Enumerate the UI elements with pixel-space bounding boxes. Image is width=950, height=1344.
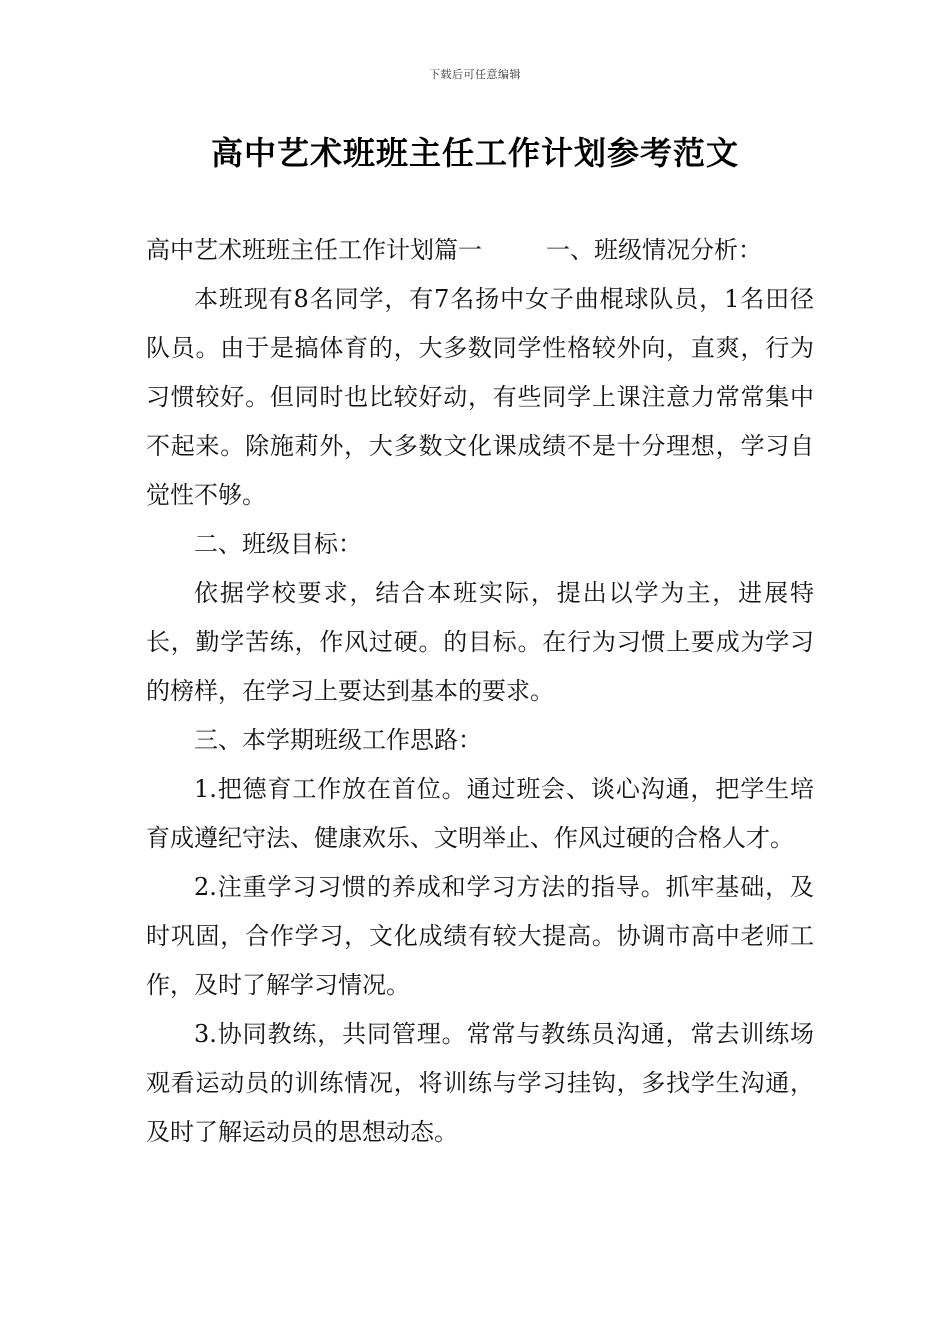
heading-work-ideas: 三、本学期班级工作思路： [194,726,482,754]
paragraph-class-goals: 依据学校要求，结合本班实际，提出以学为主，进展特长，勤学苦练，作风过硬。的目标。在行为习惯上要成为学习的榜样，在学习上要达到基本的要求。 [146,579,814,705]
paragraph-item-2: 2.注重学习习惯的养成和学习方法的指导。抓牢基础，及时巩固，合作学习，文化成绩有较大提高。协调市高中老师工作，及时了解学习情况。 [146,873,814,999]
intro-right: 一、班级情况分析： [546,236,762,264]
document-body [146,226,814,1157]
heading-class-goals: 二、班级目标： [194,530,362,558]
paragraph-item-1: 1.把德育工作放在首位。通过班会、谈心沟通，把学生培育成遵纪守法、健康欢乐、文明举止、作风过硬的合格人才。 [146,775,814,852]
document-title: 高中艺术班班主任工作计划参考范文 [210,134,739,172]
header-note: 下载后可任意编辑 [429,68,521,81]
paragraph-class-analysis: 本班现有8名同学，有7名扬中女子曲棍球队员，1名田径队员。由于是搞体育的，大多数同学性格较外向，直爽，行为习惯较好。但同时也比较好动，有些同学上课注意力常常集中不起来。除施莉外，大多数文化课成绩不是十分理想，学习自觉性不够。 [146,285,814,509]
intro-line [146,226,814,275]
intro-left: 高中艺术班班主任工作计划篇一 [146,236,482,264]
paragraph-item-3: 3.协同教练，共同管理。常常与教练员沟通，常去训练场观看运动员的训练情况，将训练与学习挂钩，多找学生沟通，及时了解运动员的思想动态。 [146,1020,814,1146]
